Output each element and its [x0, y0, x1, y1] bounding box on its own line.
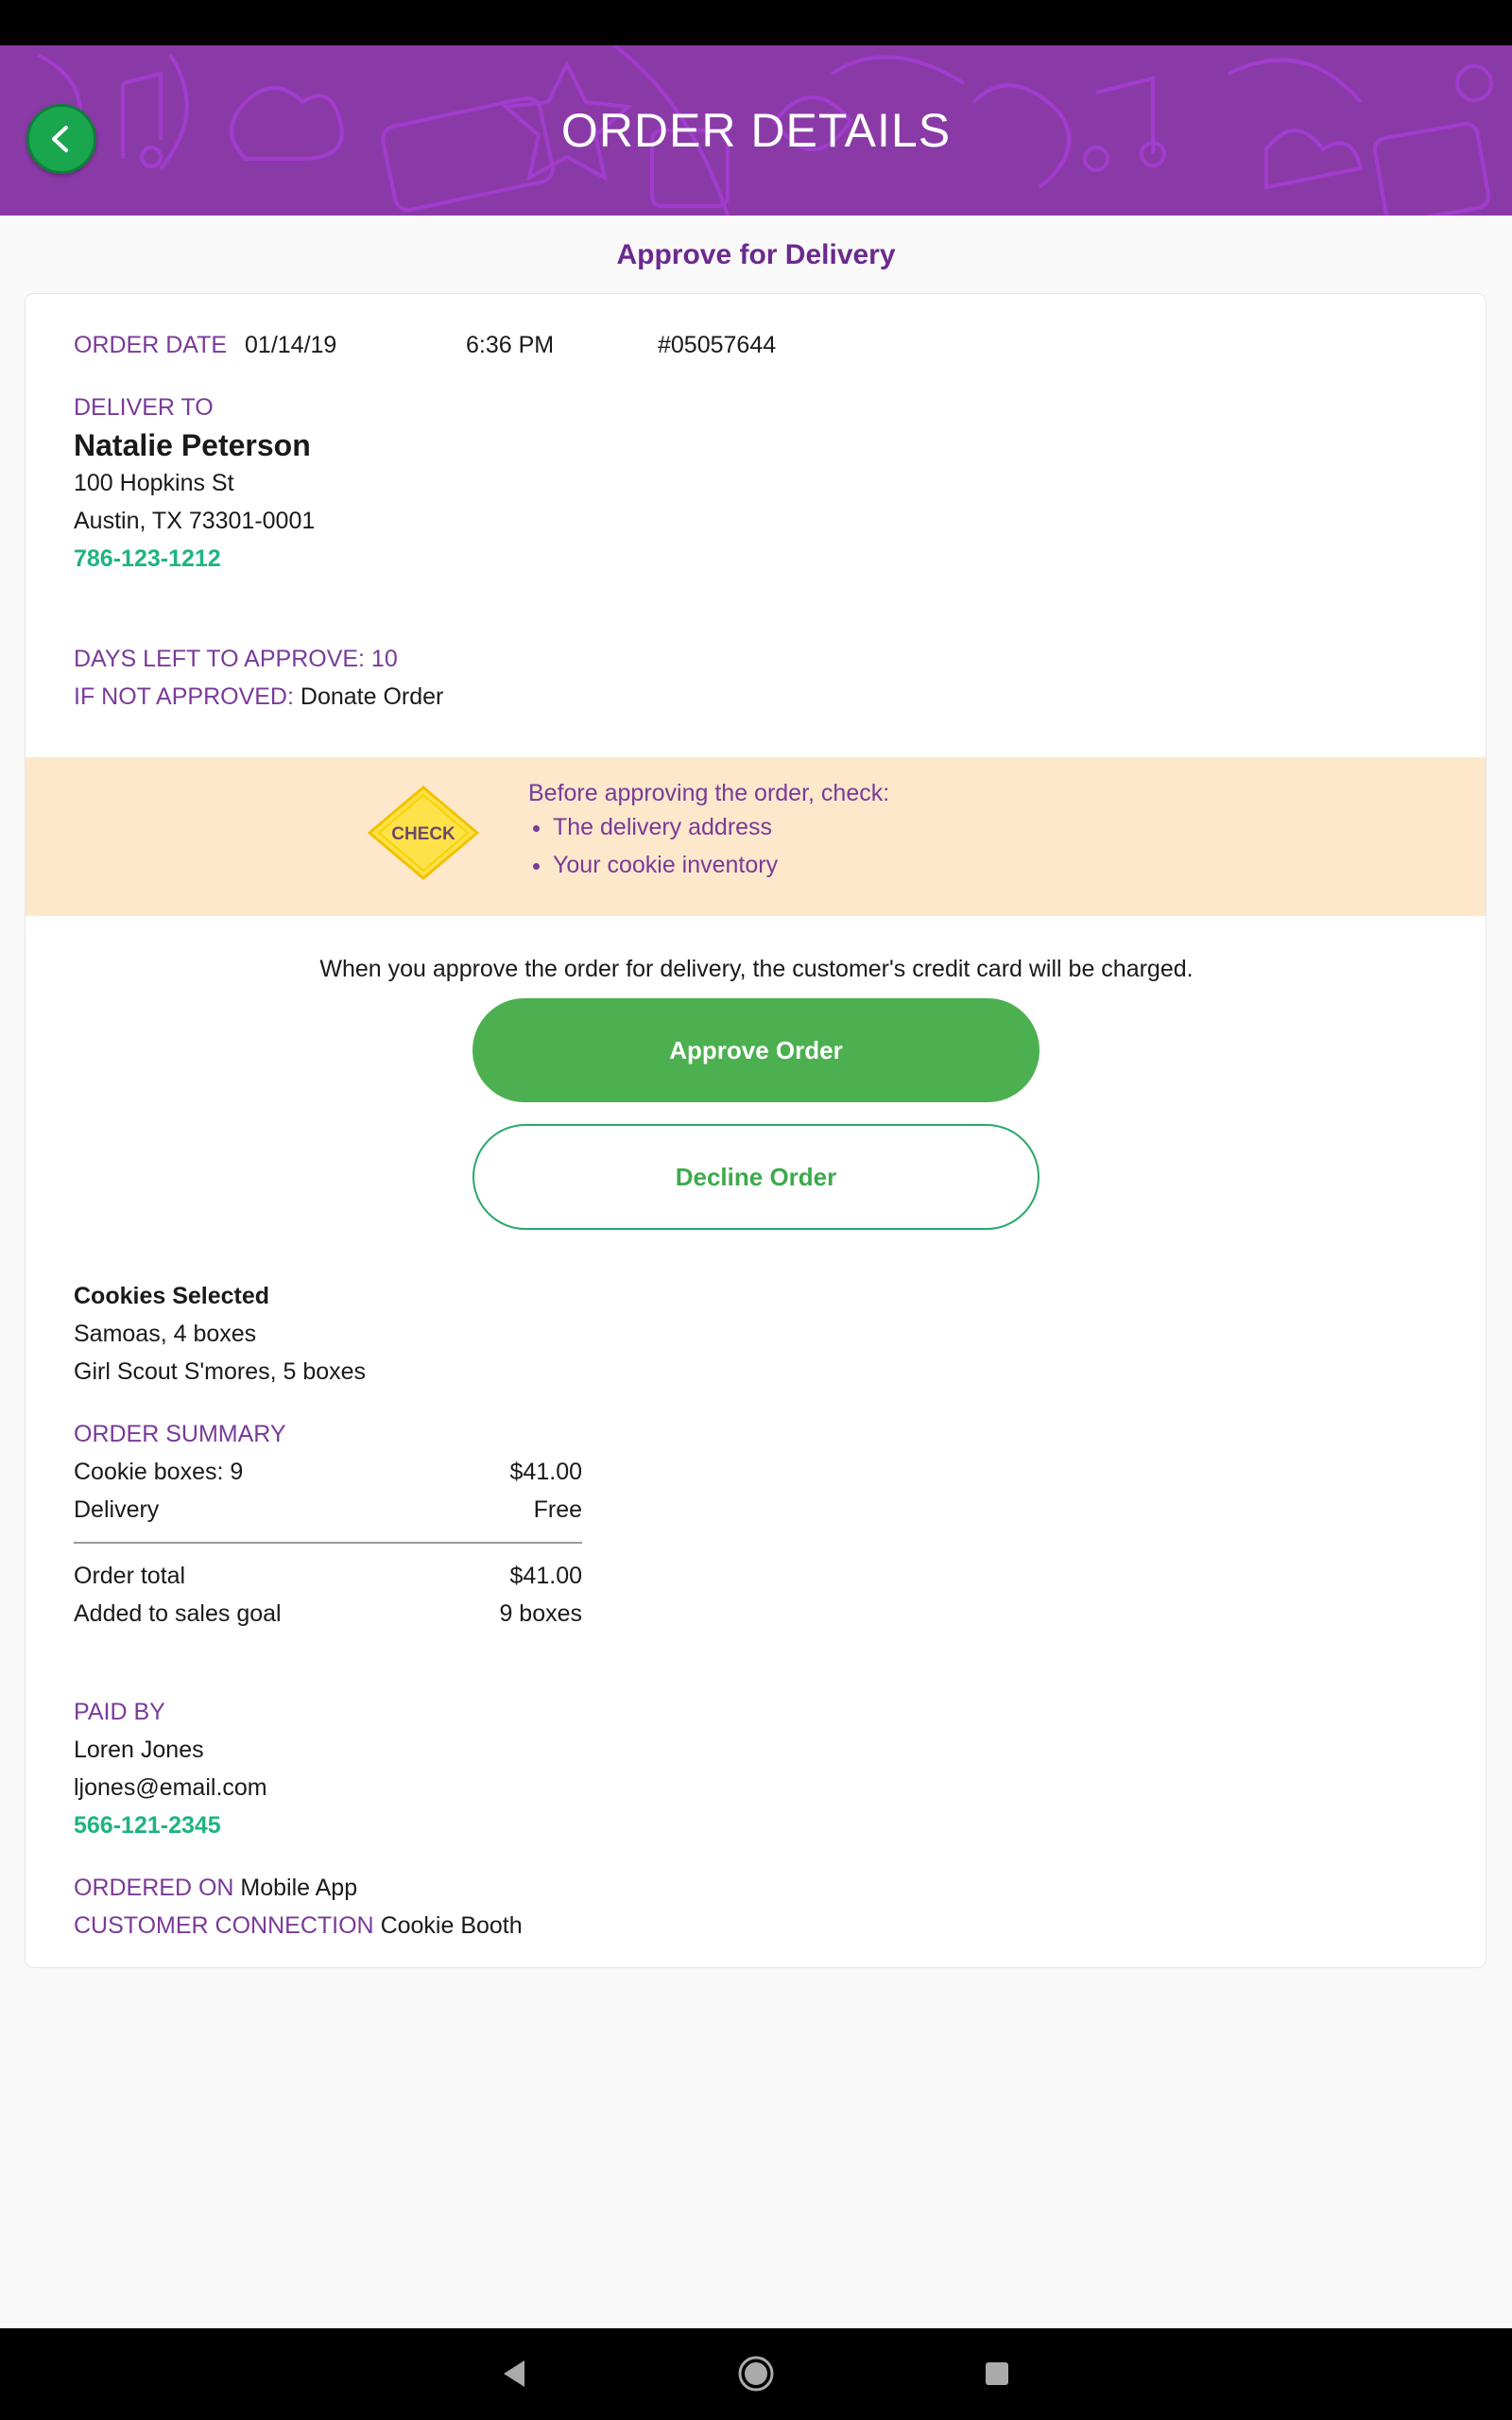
- delivery-label: Delivery: [74, 1496, 160, 1523]
- order-info-row: [74, 332, 1397, 359]
- payer-name: Loren Jones: [74, 1737, 204, 1763]
- address-line-1: 100 Hopkins St: [74, 470, 234, 496]
- payer-phone[interactable]: 566-121-2345: [74, 1812, 221, 1839]
- back-triangle-icon[interactable]: [496, 2355, 534, 2393]
- summary-divider: [74, 1542, 582, 1544]
- recents-square-icon[interactable]: [978, 2355, 1016, 2393]
- app-header: [0, 45, 1512, 216]
- order-summary-label: ORDER SUMMARY: [74, 1421, 286, 1447]
- cookie-item: Girl Scout S'mores, 5 boxes: [74, 1358, 367, 1385]
- home-circle-icon[interactable]: [737, 2355, 775, 2393]
- approve-order-button[interactable]: Approve Order: [472, 998, 1040, 1102]
- status-bar: [0, 0, 1512, 45]
- order-date: 01/14/19: [245, 332, 337, 358]
- deliver-to-label: DELIVER TO: [74, 394, 214, 421]
- customer-name: Natalie Peterson: [74, 428, 311, 462]
- summary-boxes-row: [74, 1459, 582, 1486]
- paid-by-label: PAID BY: [74, 1699, 165, 1725]
- sales-goal-label: Added to sales goal: [74, 1600, 282, 1627]
- summary-total-row: [74, 1563, 582, 1590]
- check-list: [528, 780, 889, 889]
- order-number: #05057644: [658, 332, 777, 358]
- if-not-approved-label: IF NOT APPROVED:: [74, 683, 294, 710]
- customer-connection-row: [74, 1912, 523, 1940]
- check-intro: Before approving the order, check:: [528, 780, 890, 806]
- summary-goal-row: [74, 1600, 582, 1628]
- customer-phone[interactable]: 786-123-1212: [74, 545, 221, 572]
- check-item: • The delivery address: [553, 813, 889, 841]
- check-sign-icon: [368, 786, 479, 880]
- section-title: Approve for Delivery: [616, 239, 896, 270]
- sales-goal-value: 9 boxes: [499, 1600, 582, 1627]
- charge-notice: When you approve the order for delivery, the customer's credit card will be charged.: [319, 956, 1194, 982]
- delivery-value: Free: [533, 1496, 582, 1523]
- if-not-approved-row: [74, 683, 443, 711]
- page-title: ORDER DETAILS: [560, 104, 952, 157]
- check-item: • Your cookie inventory: [553, 851, 889, 879]
- check-banner: [26, 757, 1486, 916]
- summary-delivery-row: [74, 1496, 582, 1524]
- if-not-approved-value: Donate Order: [300, 683, 444, 710]
- payer-email[interactable]: ljones@email.com: [74, 1774, 267, 1801]
- customer-connection-label: CUSTOMER CONNECTION: [74, 1912, 374, 1939]
- ordered-on-row: [74, 1875, 357, 1902]
- ordered-on-value: Mobile App: [240, 1875, 358, 1901]
- cookie-boxes-value: $41.00: [509, 1459, 582, 1485]
- order-card: [25, 293, 1486, 1968]
- customer-connection-value: Cookie Booth: [380, 1912, 523, 1939]
- cookie-item: Samoas, 4 boxes: [74, 1321, 257, 1347]
- days-left-label: DAYS LEFT TO APPROVE: 10: [74, 646, 398, 672]
- ordered-on-label: ORDERED ON: [74, 1875, 234, 1901]
- check-sign-text: CHECK: [391, 824, 455, 844]
- system-nav-bar: [0, 2328, 1512, 2420]
- cookie-boxes-label: Cookie boxes: 9: [74, 1459, 244, 1485]
- order-date-label: ORDER DATE: [74, 332, 228, 358]
- order-total-label: Order total: [74, 1563, 186, 1589]
- order-total-value: $41.00: [509, 1563, 582, 1589]
- order-time: 6:36 PM: [466, 332, 555, 358]
- address-line-2: Austin, TX 73301-0001: [74, 508, 316, 534]
- decline-order-button[interactable]: Decline Order: [472, 1124, 1040, 1230]
- cookies-selected-title: Cookies Selected: [74, 1283, 270, 1309]
